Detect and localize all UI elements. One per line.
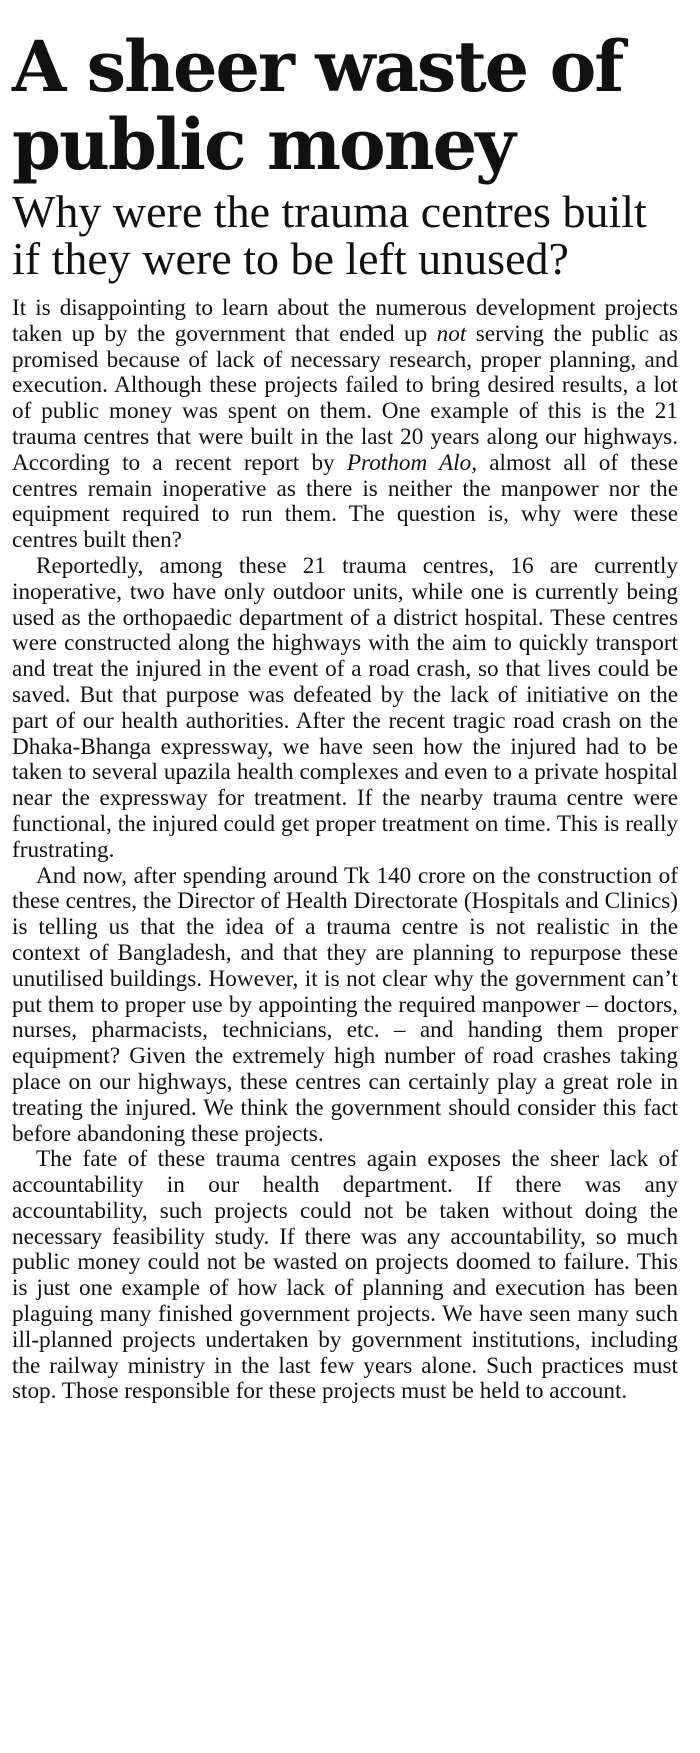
paragraph-4: The fate of these trauma centres again exposes the sheer lack of accountability in our health department. If there was any accountability, such projects could not be taken without doing the necessary feasibility study. If there was any accountability, so much public money could not be wasted on projects doomed to failure. This is just one example of how lack of planning and execution has been plaguing many finished government projects. We have seen many such ill-planned projects undertaken by government institutions, including the railway ministry in the last few years alone. Such practices must stop. Those responsible for these projects must be held to account. xyxy=(12,1146,678,1405)
subheadline: Why were the trauma centres built if they were to be left unused? xyxy=(12,186,647,284)
paragraph-1 xyxy=(12,296,678,554)
article-body xyxy=(12,296,678,1405)
source-publication-name: Prothom Alo, xyxy=(346,449,478,476)
paragraph-3: And now, after spending around Tk 140 crore on the construction of these centres, the Director of Health Directorate (Hospitals and Clinics) is telling us that the idea of a trauma centre is not realistic in the context of Bangladesh, and that they are planning to repurpose these unutilised buildings. However, it is not clear why the government can’t put them to proper use by appointing the required manpower – doctors, nurses, pharmacists, technicians, etc. – and handing them proper equipment? Given the extremely high number of road crashes taking place on our highways, these centres can certainly play a great role in treating the injured. We think the government should consider this fact before abandoning these projects. xyxy=(12,862,678,1147)
paragraph-1-text-a: It is disappointing to learn about the numerous development projects taken up by the government that ended up xyxy=(12,295,678,347)
paragraph-1-text-c: almost all of these centres remain inoperative as there is neither the manpower nor the equipment required to run them. The question is, why were these centres built then? xyxy=(12,449,678,554)
emphasis-not: not xyxy=(436,320,467,347)
headline: A sheer waste of public money xyxy=(12,25,623,186)
paragraph-2: Reportedly, among these 21 trauma centres, 16 are currently inoperative, two have only outdoor units, while one is currently being used as the orthopaedic department of a district hospital. These centres were constructed along the highways with the aim to quickly transport and treat the injured in the event of a road crash, so that lives could be saved. But that purpose was defeated by the lack of initiative on the part of our health authorities. After the recent tragic road crash on the Dhaka-Bhanga expressway, we have seen how the injured had to be taken to several upazila health complexes and even to a private hospital near the expressway for treatment. If the nearby trauma centre were functional, the injured could get proper treatment on time. This is really frustrating. xyxy=(12,552,678,863)
paragraph-1-text-b: serving the public as promised because of lack of necessary research, proper planning, and execution. Although these projects failed to bring desired results, a lot of public money was spent on them. One example of this is the 21 trauma centres that were built in the last 20 years along our highways. According to a recent report by xyxy=(12,320,678,476)
